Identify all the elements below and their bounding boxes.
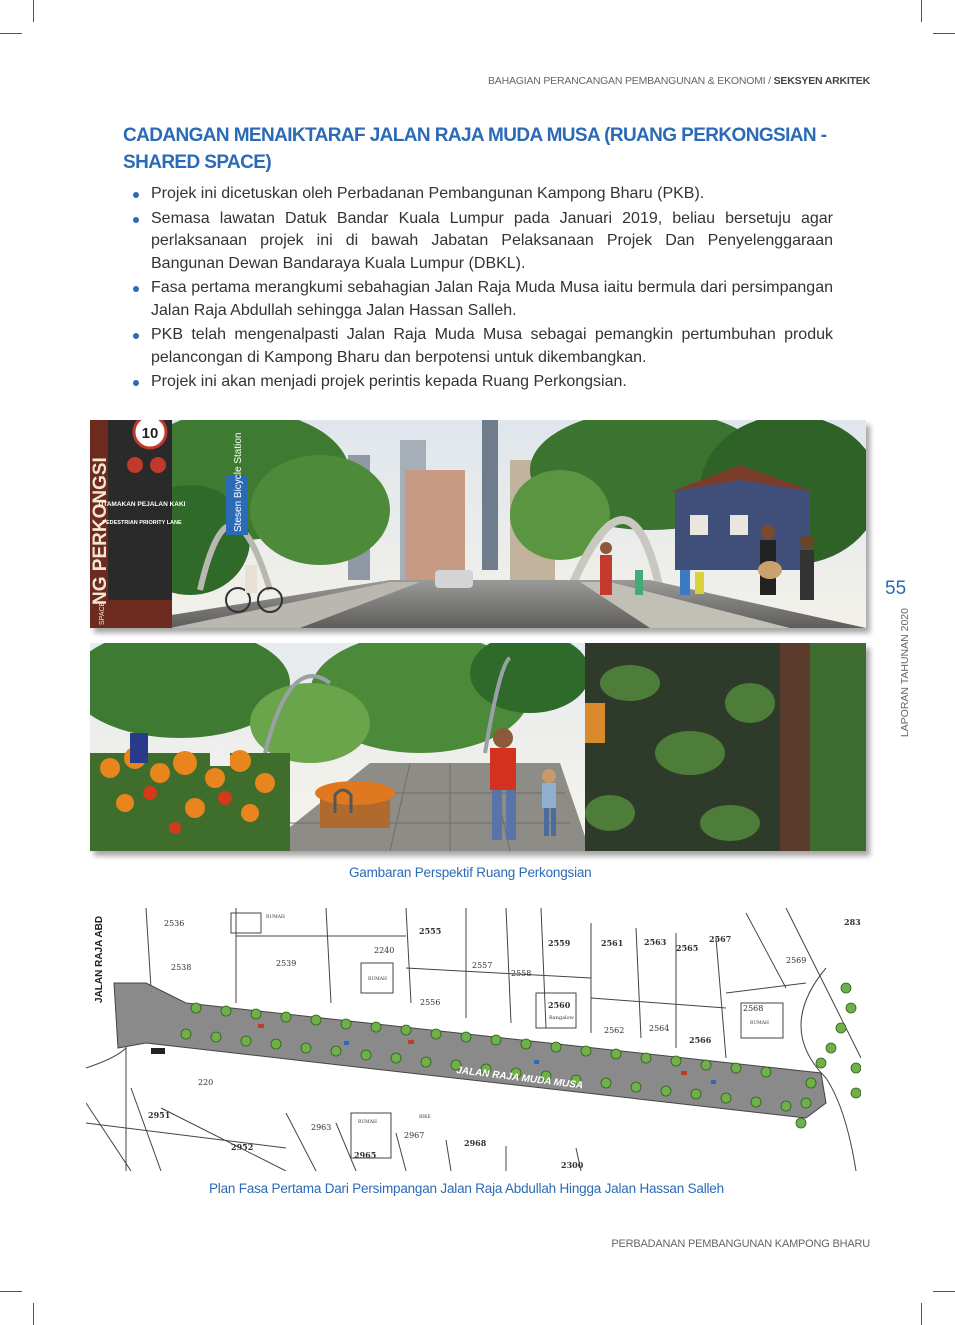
photo-caption: Gambaran Perspektif Ruang Perkongsian <box>349 865 592 880</box>
bullet-text: Semasa lawatan Datuk Bandar Kuala Lumpur pada Januari 2019, beliau bersetuju agar perlaksanaan projek ini di bawah Jabatan Pelaksanaan Projek Dan Penyelenggaraan Bangunan Dewan Bandaraya Kuala Lumpur (DBKL). <box>151 209 833 272</box>
lot-number: 2539 <box>276 959 297 968</box>
bullet-text: Projek ini dicetuskan oleh Perbadanan Pembangunan Kampong Bharu (PKB). <box>151 185 705 202</box>
crop-mark <box>933 33 955 34</box>
lot-number: 2564 <box>649 1024 670 1033</box>
crop-mark <box>921 1303 922 1325</box>
garden-path-photo <box>90 643 866 851</box>
building-label: RUMAH <box>266 915 285 920</box>
building-label: RUMAH <box>358 1120 377 1125</box>
street-perspective-illustration <box>90 420 866 628</box>
street-label-main: JALAN RAJA MUDA MUSA <box>455 1065 584 1092</box>
lot-number: 2568 <box>743 1004 764 1013</box>
bullet-dot <box>133 380 139 386</box>
lot-number: 2968 <box>464 1138 487 1148</box>
street-label-left: JALAN RAJA ABD <box>94 915 105 1003</box>
bullet-dot <box>133 192 139 198</box>
bullet-text: Fasa pertama merangkumi sebahagian Jalan Raja Muda Musa iaitu bermula dari persimpangan Jalan Raja Abdullah sehingga Jalan Hassan Salleh. <box>151 279 833 319</box>
lot-number: 2560 <box>548 1000 571 1010</box>
crop-mark <box>933 1291 955 1292</box>
lot-number: 2562 <box>604 1026 625 1035</box>
bullet-text: PKB telah mengenalpasti Jalan Raja Muda Musa sebagai pemangkin pertumbuhan produk pelancongan di Kampong Bharu dan berpotensi untuk dikembangkan. <box>151 326 833 366</box>
building-label: RUMAH <box>368 977 387 982</box>
bullet-text: Projek ini akan menjadi projek perintis kepada Ruang Perkongsian. <box>151 373 627 390</box>
lot-number: 2538 <box>171 963 192 972</box>
site-plan-map <box>86 908 861 1171</box>
lot-number: 2963 <box>311 1123 332 1132</box>
building-label: Bangalow <box>549 1015 574 1021</box>
lot-number: 2566 <box>689 1035 712 1045</box>
lot-number: 220 <box>198 1078 214 1087</box>
page-footer: PERBADANAN PEMBANGUNAN KAMPONG BHARU <box>611 1238 870 1250</box>
lane-label-en: PEDESTRIAN PRIORITY LANE <box>102 520 182 526</box>
crop-mark <box>921 0 922 22</box>
site-plan-illustration <box>86 908 861 1171</box>
sign-text: NG PERKONGSI <box>90 457 111 605</box>
crop-mark <box>0 1291 22 1292</box>
lot-number: 2967 <box>404 1131 425 1140</box>
lot-number: 2563 <box>644 937 667 947</box>
sign-bottom: SPACE <box>99 601 106 625</box>
running-header <box>488 75 870 87</box>
map-caption: Plan Fasa Pertama Dari Persimpangan Jalan Raja Abdullah Hingga Jalan Hassan Salleh <box>209 1181 724 1196</box>
building-label: RUMAH <box>750 1021 769 1026</box>
bullet-dot <box>133 286 139 292</box>
bullet-item <box>130 324 833 369</box>
header-subsection: SEKSYEN ARKITEK <box>773 75 870 87</box>
crop-mark <box>0 33 22 34</box>
bullet-list <box>130 183 833 396</box>
bullet-item <box>130 277 833 322</box>
bullet-item <box>130 371 833 394</box>
bike-label: BIKE <box>419 1115 431 1120</box>
lot-number: 2951 <box>148 1110 171 1120</box>
lot-number: 283 <box>844 917 861 927</box>
lot-number: 2567 <box>709 934 732 944</box>
page-number: 55 <box>885 578 907 599</box>
lot-number: 2240 <box>374 946 395 955</box>
lot-number: 2557 <box>472 961 493 970</box>
report-label: LAPORAN TAHUNAN 2020 <box>899 608 911 738</box>
lot-number: 2536 <box>164 919 185 928</box>
lot-number: 2965 <box>354 1150 377 1160</box>
garden-path-illustration <box>90 643 866 851</box>
crop-mark <box>33 0 34 22</box>
station-sign: Stesen Bicycle Station <box>233 432 244 532</box>
page-title: CADANGAN MENAIKTARAF JALAN RAJA MUDA MUSA (RUANG PERKONGSIAN - SHARED SPACE) <box>123 125 827 173</box>
lane-label-ms: UTAMAKAN PEJALAN KAKI <box>98 501 186 508</box>
bullet-dot <box>133 217 139 223</box>
bullet-dot <box>133 333 139 339</box>
bullet-item <box>130 208 833 276</box>
lot-number: 2565 <box>676 943 699 953</box>
lot-number: 2952 <box>231 1142 254 1152</box>
lot-number: 2561 <box>601 938 624 948</box>
lot-number: 2300 <box>561 1160 584 1170</box>
lot-number: 2569 <box>786 956 807 965</box>
lot-number: 2558 <box>511 969 532 978</box>
bullet-item <box>130 183 833 206</box>
pylon-number: 10 <box>141 425 159 442</box>
lot-number: 2559 <box>548 938 571 948</box>
street-perspective-photo <box>90 420 866 628</box>
lot-number: 2555 <box>419 926 442 936</box>
lot-number: 2556 <box>420 998 441 1007</box>
crop-mark <box>33 1303 34 1325</box>
header-section: BAHAGIAN PERANCANGAN PEMBANGUNAN & EKONOMI / <box>487 75 771 87</box>
